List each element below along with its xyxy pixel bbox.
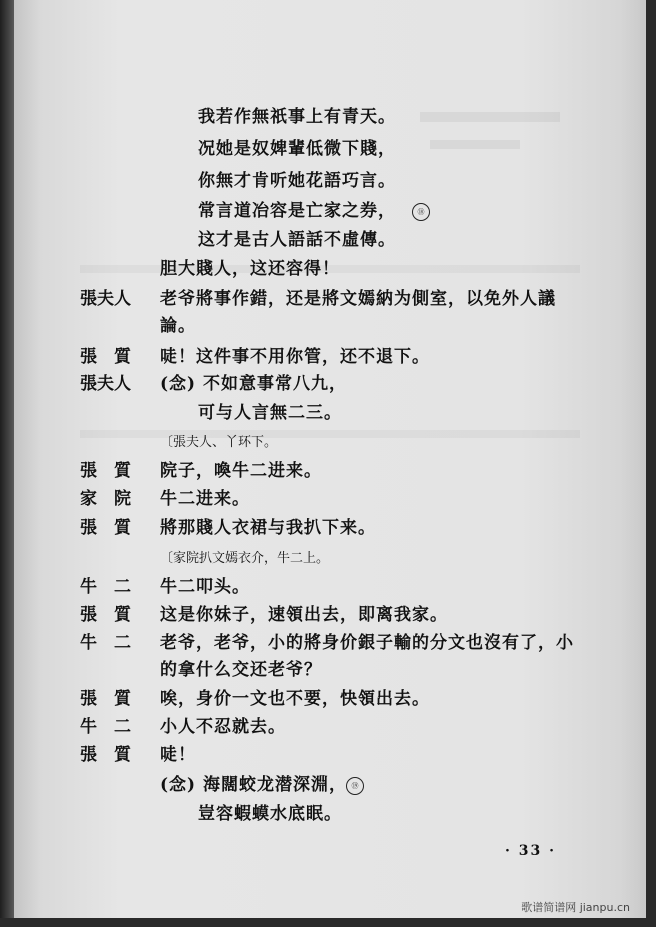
dialogue-line: 唉，身价一文也不要，快領出去。 bbox=[160, 689, 430, 709]
speaker-label: 張 質 bbox=[80, 347, 131, 367]
bleed-through bbox=[80, 430, 580, 438]
verse-line: 这才是古人語話不虛傳。 bbox=[198, 230, 396, 250]
verse-line: (念) 海闊蛟龙潜深淵， bbox=[160, 775, 348, 795]
dialogue-line: 論。 bbox=[160, 316, 196, 336]
verse-line: 豈容蝦蟆水底眠。 bbox=[198, 804, 342, 824]
dialogue-line: 唗！这件事不用你管，还不退下。 bbox=[160, 347, 430, 367]
speaker-label: 張 質 bbox=[80, 745, 131, 765]
verse-line: (念) 不如意事常八九， bbox=[160, 374, 348, 394]
verse-line: 我若作無祇事上有青天。 bbox=[198, 107, 396, 127]
verse-line: 况她是奴婢輩低微下賤， bbox=[198, 139, 396, 159]
dialogue-line: 牛二叩头。 bbox=[160, 577, 250, 597]
speaker-label: 張夫人 bbox=[80, 374, 131, 394]
dialogue-line: 胆大賤人，这还容得！ bbox=[160, 259, 340, 279]
page-number: · 33 · bbox=[505, 843, 556, 859]
verse-line: 常言道冶容是亡家之券， bbox=[198, 201, 396, 221]
book-spine bbox=[0, 0, 14, 918]
speaker-label: 牛 二 bbox=[80, 577, 131, 597]
site-watermark: 歌谱简谱网 jianpu.cn bbox=[521, 901, 630, 914]
speaker-label: 牛 二 bbox=[80, 717, 131, 737]
dialogue-line: 唗！ bbox=[160, 745, 196, 765]
bleed-through bbox=[430, 140, 520, 149]
dialogue-line: 院子，喚牛二进来。 bbox=[160, 461, 322, 481]
speaker-label: 張 質 bbox=[80, 605, 131, 625]
speaker-label: 牛 二 bbox=[80, 633, 131, 653]
speaker-label: 張 質 bbox=[80, 518, 131, 538]
dialogue-line: 小人不忍就去。 bbox=[160, 717, 286, 737]
speaker-label: 張 質 bbox=[80, 461, 131, 481]
verse-line: 可与人言無二三。 bbox=[198, 403, 342, 423]
verse-line: 你無才肯听她花語巧言。 bbox=[198, 171, 396, 191]
speaker-label: 張夫人 bbox=[80, 289, 131, 309]
stage-direction: 〔家院扒文嫣衣介，牛二上。 bbox=[160, 551, 330, 566]
dialogue-line: 老爷將事作錯，还是將文嫣納为側室，以免外人議 bbox=[160, 289, 556, 309]
speaker-label: 家 院 bbox=[80, 489, 131, 509]
dialogue-line: 的拿什么交还老爷？ bbox=[160, 660, 322, 680]
stage-direction: 〔張夫人、丫环下。 bbox=[160, 435, 278, 450]
dialogue-line: 將那賤人衣裙与我扒下来。 bbox=[160, 518, 376, 538]
annotation-mark: ⑲ bbox=[346, 777, 364, 795]
bleed-through bbox=[420, 112, 560, 122]
dialogue-line: 老爷，老爷，小的將身价銀子輸的分文也沒有了，小 bbox=[160, 633, 574, 653]
dialogue-line: 牛二进来。 bbox=[160, 489, 250, 509]
annotation-mark: ⑱ bbox=[412, 203, 430, 221]
dialogue-line: 这是你妹子，速領出去，即离我家。 bbox=[160, 605, 448, 625]
speaker-label: 張 質 bbox=[80, 689, 131, 709]
